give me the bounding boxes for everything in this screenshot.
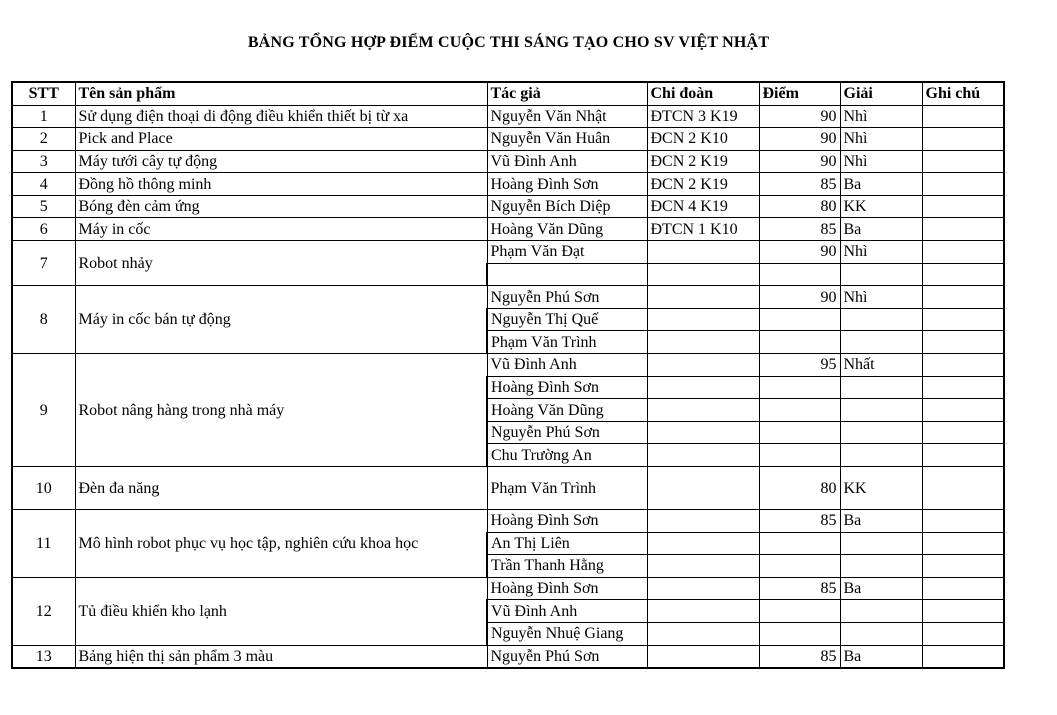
cell-note[interactable] — [922, 105, 1004, 128]
cell-unit[interactable] — [647, 510, 759, 533]
cell-score[interactable]: 80 — [759, 195, 840, 218]
cell-note[interactable] — [922, 532, 1004, 555]
score-table — [11, 81, 1005, 669]
cell-author[interactable]: Vũ Đình Anh — [487, 354, 647, 377]
cell-prize[interactable]: Nhì — [840, 150, 922, 173]
cell-score[interactable]: 85 — [759, 577, 840, 600]
table-row — [12, 105, 1004, 128]
cell-note[interactable] — [922, 421, 1004, 444]
cell-unit[interactable]: ĐCN 2 K19 — [647, 150, 759, 173]
cell-author[interactable]: Phạm Văn Trình — [487, 331, 647, 354]
header-author[interactable]: Tác giả — [487, 82, 647, 105]
cell-prize[interactable]: Ba — [840, 510, 922, 533]
cell-author[interactable]: Nguyễn Nhuệ Giang — [487, 622, 647, 645]
cell-author[interactable]: Hoàng Đình Sơn — [487, 577, 647, 600]
cell-note[interactable] — [922, 555, 1004, 578]
cell-author[interactable]: Nguyễn Phú Sơn — [487, 286, 647, 309]
cell-stt[interactable]: 2 — [12, 128, 75, 151]
cell-unit[interactable] — [647, 444, 759, 467]
cell-note[interactable] — [922, 376, 1004, 399]
cell-prize[interactable] — [840, 263, 922, 286]
cell-stt[interactable]: 11 — [12, 510, 75, 578]
cell-prize[interactable]: Ba — [840, 173, 922, 196]
cell-prize[interactable]: KK — [840, 467, 922, 510]
sheet-title: BẢNG TỔNG HỢP ĐIỂM CUỘC THI SÁNG TẠO CHO SV VIỆT NHẬT — [247, 34, 770, 51]
cell-score[interactable] — [759, 263, 840, 286]
cell-prize[interactable]: Ba — [840, 645, 922, 668]
table-row — [12, 241, 1004, 264]
cell-note[interactable] — [922, 218, 1004, 241]
header-row — [12, 82, 1004, 105]
cell-unit[interactable]: ĐCN 2 K10 — [647, 128, 759, 151]
cell-author[interactable]: Nguyễn Phú Sơn — [487, 645, 647, 668]
cell-score[interactable] — [759, 376, 840, 399]
cell-author[interactable]: Nguyễn Thị Quế — [487, 308, 647, 331]
cell-prize[interactable] — [840, 376, 922, 399]
cell-unit[interactable] — [647, 376, 759, 399]
cell-unit[interactable] — [647, 421, 759, 444]
cell-score[interactable] — [759, 308, 840, 331]
cell-stt[interactable]: 10 — [12, 467, 75, 510]
header-prize[interactable]: Giải — [840, 82, 922, 105]
cell-unit[interactable] — [647, 399, 759, 422]
cell-score[interactable]: 85 — [759, 645, 840, 668]
header-product-name[interactable]: Tên sản phẩm — [75, 82, 487, 105]
table-row — [12, 510, 1004, 533]
cell-prize[interactable]: Ba — [840, 577, 922, 600]
cell-score[interactable]: 90 — [759, 105, 840, 128]
cell-unit[interactable]: ĐCN 2 K19 — [647, 173, 759, 196]
cell-score[interactable] — [759, 421, 840, 444]
table-row — [12, 286, 1004, 309]
cell-author[interactable]: Hoàng Đình Sơn — [487, 376, 647, 399]
cell-score[interactable]: 85 — [759, 173, 840, 196]
cell-unit[interactable] — [647, 622, 759, 645]
cell-score[interactable] — [759, 444, 840, 467]
cell-note[interactable] — [922, 195, 1004, 218]
cell-note[interactable] — [922, 308, 1004, 331]
cell-prize[interactable] — [840, 399, 922, 422]
header-score[interactable]: Điểm — [759, 82, 840, 105]
cell-score[interactable] — [759, 555, 840, 578]
cell-prize[interactable] — [840, 421, 922, 444]
cell-prize[interactable]: Nhì — [840, 128, 922, 151]
cell-unit[interactable] — [647, 354, 759, 377]
header-note[interactable]: Ghi chú — [922, 82, 1004, 105]
header-stt[interactable]: STT — [12, 82, 75, 105]
cell-product-name[interactable]: Máy tưới cây tự động — [75, 150, 487, 173]
cell-author[interactable]: Nguyễn Văn Huân — [487, 128, 647, 151]
cell-product-name[interactable]: Robot nâng hàng trong nhà máy — [75, 354, 487, 467]
cell-score[interactable]: 90 — [759, 286, 840, 309]
cell-author[interactable]: Vũ Đình Anh — [487, 150, 647, 173]
cell-score[interactable]: 95 — [759, 354, 840, 377]
cell-product-name[interactable]: Pick and Place — [75, 128, 487, 151]
cell-note[interactable] — [922, 577, 1004, 600]
cell-prize[interactable] — [840, 622, 922, 645]
cell-note[interactable] — [922, 467, 1004, 510]
cell-prize[interactable]: KK — [840, 195, 922, 218]
cell-product-name[interactable]: Sử dụng điện thoại di động điều khiển thiết bị từ xa — [75, 105, 487, 128]
table-row — [12, 577, 1004, 600]
cell-stt[interactable]: 1 — [12, 105, 75, 128]
cell-author[interactable]: Vũ Đình Anh — [487, 600, 647, 623]
table-row — [12, 467, 1004, 510]
cell-note[interactable] — [922, 331, 1004, 354]
cell-unit[interactable] — [647, 241, 759, 264]
cell-note[interactable] — [922, 399, 1004, 422]
cell-stt[interactable]: 7 — [12, 241, 75, 286]
cell-unit[interactable]: ĐTCN 3 K19 — [647, 105, 759, 128]
cell-unit[interactable] — [647, 467, 759, 510]
cell-prize[interactable] — [840, 308, 922, 331]
cell-author[interactable]: Hoàng Đình Sơn — [487, 173, 647, 196]
cell-note[interactable] — [922, 173, 1004, 196]
cell-note[interactable] — [922, 128, 1004, 151]
cell-prize[interactable] — [840, 600, 922, 623]
cell-stt[interactable]: 3 — [12, 150, 75, 173]
cell-note[interactable] — [922, 510, 1004, 533]
cell-product-name[interactable]: Máy in cốc — [75, 218, 487, 241]
cell-product-name[interactable]: Mô hình robot phục vụ học tập, nghiên cứu khoa học — [75, 510, 487, 578]
cell-score[interactable]: 85 — [759, 218, 840, 241]
cell-author[interactable]: Nguyễn Văn Nhật — [487, 105, 647, 128]
cell-product-name[interactable]: Tủ điều khiển kho lạnh — [75, 577, 487, 645]
cell-score[interactable]: 85 — [759, 510, 840, 533]
cell-score[interactable]: 90 — [759, 150, 840, 173]
cell-stt[interactable]: 13 — [12, 645, 75, 668]
cell-note[interactable] — [922, 263, 1004, 286]
cell-unit[interactable]: ĐTCN 1 K10 — [647, 218, 759, 241]
cell-author[interactable]: Nguyễn Bích Diệp — [487, 195, 647, 218]
cell-author[interactable]: Hoàng Văn Dũng — [487, 218, 647, 241]
cell-score[interactable] — [759, 622, 840, 645]
cell-author[interactable]: An Thị Liên — [487, 532, 647, 555]
cell-author[interactable]: Phạm Văn Trình — [487, 467, 647, 510]
cell-product-name[interactable]: Bảng hiện thị sản phẩm 3 màu — [75, 645, 487, 668]
table-row — [12, 218, 1004, 241]
cell-score[interactable]: 90 — [759, 241, 840, 264]
cell-score[interactable] — [759, 600, 840, 623]
cell-product-name[interactable]: Máy in cốc bán tự động — [75, 286, 487, 354]
cell-product-name[interactable]: Bóng đèn cảm ứng — [75, 195, 487, 218]
cell-author[interactable]: Chu Trường An — [487, 444, 647, 467]
cell-prize[interactable]: Ba — [840, 218, 922, 241]
cell-score[interactable] — [759, 399, 840, 422]
cell-note[interactable] — [922, 241, 1004, 264]
cell-stt[interactable]: 12 — [12, 577, 75, 645]
cell-note[interactable] — [922, 622, 1004, 645]
cell-unit[interactable] — [647, 263, 759, 286]
cell-stt[interactable]: 9 — [12, 354, 75, 467]
cell-score[interactable]: 80 — [759, 467, 840, 510]
cell-product-name[interactable]: Đèn đa năng — [75, 467, 487, 510]
cell-score[interactable]: 90 — [759, 128, 840, 151]
cell-author[interactable]: Hoàng Văn Dũng — [487, 399, 647, 422]
table-row — [12, 354, 1004, 377]
cell-unit[interactable] — [647, 645, 759, 668]
cell-note[interactable] — [922, 645, 1004, 668]
cell-prize[interactable] — [840, 331, 922, 354]
cell-unit[interactable] — [647, 308, 759, 331]
cell-unit[interactable] — [647, 331, 759, 354]
cell-note[interactable] — [922, 150, 1004, 173]
cell-prize[interactable]: Nhì — [840, 241, 922, 264]
cell-prize[interactable]: Nhì — [840, 105, 922, 128]
cell-author[interactable]: Hoàng Đình Sơn — [487, 510, 647, 533]
cell-author[interactable]: Nguyễn Phú Sơn — [487, 421, 647, 444]
cell-note[interactable] — [922, 286, 1004, 309]
table-row — [12, 128, 1004, 151]
header-unit[interactable]: Chi đoàn — [647, 82, 759, 105]
cell-stt[interactable]: 8 — [12, 286, 75, 354]
cell-note[interactable] — [922, 354, 1004, 377]
cell-unit[interactable] — [647, 532, 759, 555]
cell-note[interactable] — [922, 444, 1004, 467]
cell-product-name[interactable]: Robot nhảy — [75, 241, 487, 286]
cell-note[interactable] — [922, 600, 1004, 623]
table-row — [12, 195, 1004, 218]
cell-score[interactable] — [759, 331, 840, 354]
cell-author[interactable]: Trần Thanh Hằng — [487, 555, 647, 578]
cell-product-name[interactable]: Đồng hồ thông minh — [75, 173, 487, 196]
cell-score[interactable] — [759, 532, 840, 555]
cell-stt[interactable]: 4 — [12, 173, 75, 196]
cell-unit[interactable]: ĐCN 4 K19 — [647, 195, 759, 218]
cell-author[interactable] — [487, 263, 647, 286]
cell-prize[interactable]: Nhất — [840, 354, 922, 377]
cell-prize[interactable] — [840, 444, 922, 467]
cell-prize[interactable]: Nhì — [840, 286, 922, 309]
cell-unit[interactable] — [647, 600, 759, 623]
cell-unit[interactable] — [647, 286, 759, 309]
cell-stt[interactable]: 6 — [12, 218, 75, 241]
table-row — [12, 150, 1004, 173]
cell-author[interactable]: Phạm Văn Đạt — [487, 241, 647, 264]
table-row — [12, 645, 1004, 668]
cell-stt[interactable]: 5 — [12, 195, 75, 218]
cell-unit[interactable] — [647, 555, 759, 578]
cell-prize[interactable] — [840, 555, 922, 578]
cell-unit[interactable] — [647, 577, 759, 600]
table-row — [12, 173, 1004, 196]
cell-prize[interactable] — [840, 532, 922, 555]
